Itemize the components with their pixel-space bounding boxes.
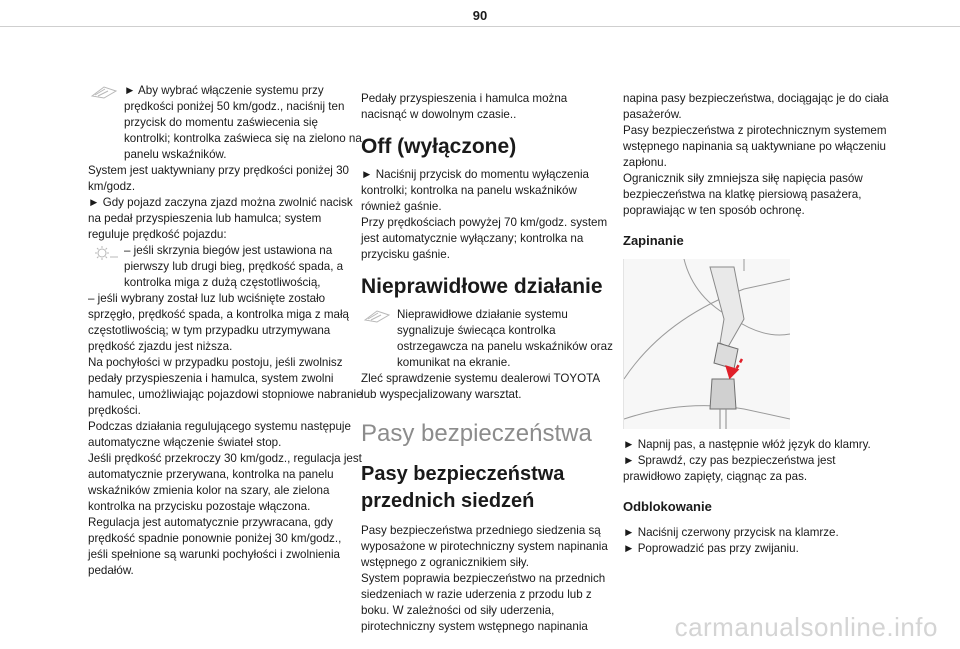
heading-malfunction: Nieprawidłowe działanie: [361, 275, 603, 298]
column-left: [88, 83, 364, 579]
paragraph: Nieprawidłowe działanie systemu sygnalizuje świecąca kontrolka ostrzegawcza na panelu wskaźników oraz komunikat na ekranie.: [361, 307, 613, 371]
column-middle: [361, 91, 613, 635]
paragraph: ► Aby wybrać włączenie systemu przy prędkości poniżej 50 km/godz., naciśnij ten przycisk do momentu zaświecenia się kontrolki; kontrolka zaświeca się na zielono na panelu wskaźników.: [88, 83, 364, 163]
paragraph: Pasy bezpieczeństwa z pirotechnicznym systemem wstępnego napinania są uaktywniane po włączeniu zapłonu.: [623, 124, 887, 169]
heading-front-seatbelts: Pasy bezpieczeństwa przednich siedzeń: [361, 463, 565, 512]
paragraph: Regulacja jest automatycznie przywracana, gdy prędkość spadnie ponownie poniżej 30 km/godz., jeśli spełnione są warunki pochyłości i zwolnienia pedałów.: [88, 516, 342, 577]
note-icon: [363, 309, 393, 323]
paragraph: Przy prędkościach powyżej 70 km/godz. system jest automatycznie wyłączany; kontrolka na przycisku gaśnie.: [361, 216, 608, 261]
paragraph: ► Gdy pojazd zaczyna zjazd można zwolnić nacisk na pedał przyspieszenia lub hamulca; system reguluje prędkość pojazdu:: [88, 196, 353, 241]
paragraph: Zleć sprawdzenie systemu dealerowi TOYOTA lub wyspecjalizowany warsztat.: [361, 372, 600, 401]
paragraph: ► Naciśnij przycisk do momentu wyłączenia kontrolki; kontrolka na panelu wskaźników również gaśnie.: [361, 168, 589, 213]
paragraph: System jest uaktywniany przy prędkości poniżej 30 km/godz.: [88, 164, 349, 193]
sun-icon: [90, 245, 120, 261]
heading-unlocking: Odblokowanie: [623, 499, 712, 514]
paragraph: Pasy bezpieczeństwa przedniego siedzenia są wyposażone w pirotechniczny system napinania wstępnego z ogranicznikiem siły.: [361, 524, 608, 569]
paragraph: Jeśli prędkość przekroczy 30 km/godz., regulacja jest automatycznie przerywana, kontrolka na panelu wskaźników zmienia kolor na szary, ale zielona kontrolka na przycisku pozostaje włączona.: [88, 452, 362, 513]
heading-fastening: Zapinanie: [623, 233, 684, 248]
paragraph: Na pochyłości w przypadku postoju, jeśli zwolnisz pedały przyspieszenia i hamulca, system zwolni hamulec, umożliwiając pojazdowi stopniowe nabranie prędkości.: [88, 356, 363, 417]
note-icon: [90, 85, 120, 99]
paragraph: ► Naciśnij czerwony przycisk na klamrze.: [623, 526, 839, 539]
paragraph: napina pasy bezpieczeństwa, dociągając je do ciała pasażerów.: [623, 92, 889, 121]
paragraph: – jeśli wybrany został luz lub wciśnięte zostało sprzęgło, prędkość spada, a kontrolka miga z małą częstotliwością; w tym przypadku utrzymywana prędkość zjazdu jest niższa.: [88, 292, 349, 353]
seatbelt-buckle-image: [624, 259, 790, 429]
header-divider: [0, 26, 960, 27]
paragraph: Pedały przyspieszenia i hamulca można nacisnąć w dowolnym czasie..: [361, 92, 568, 121]
column-right: [623, 91, 893, 557]
page-number: 90: [472, 8, 488, 23]
section-title: Pasy bezpieczeństwa: [361, 420, 592, 447]
watermark: carmanualsonline.info: [674, 612, 938, 642]
paragraph: – jeśli skrzynia biegów jest ustawiona na pierwszy lub drugi bieg, prędkość spada, a kontrolka miga z dużą częstotliwością,: [88, 243, 364, 291]
heading-off: Off (wyłączone): [361, 135, 517, 158]
paragraph: ► Poprowadzić pas przy zwijaniu.: [623, 542, 799, 555]
paragraph: Ogranicznik siły zmniejsza siłę napięcia pasów bezpieczeństwa na klatkę piersiową pasażera, poprawiając w ten sposób ochronę.: [623, 172, 863, 217]
paragraph: System poprawia bezpieczeństwo na przednich siedzeniach w razie uderzenia z przodu lub z boku. W zależności od siły uderzenia, pirotechniczny system wstępnego napinania: [361, 572, 606, 633]
paragraph: ► Napnij pas, a następnie włóż język do klamry.: [623, 438, 871, 451]
paragraph: ► Sprawdź, czy pas bezpieczeństwa jest prawidłowo zapięty, ciągnąc za pas.: [623, 454, 836, 483]
paragraph: Podczas działania regulującego systemu następuje automatyczne włączenie świateł stop.: [88, 420, 351, 449]
seatbelt-fastening-illustration: [623, 259, 790, 429]
